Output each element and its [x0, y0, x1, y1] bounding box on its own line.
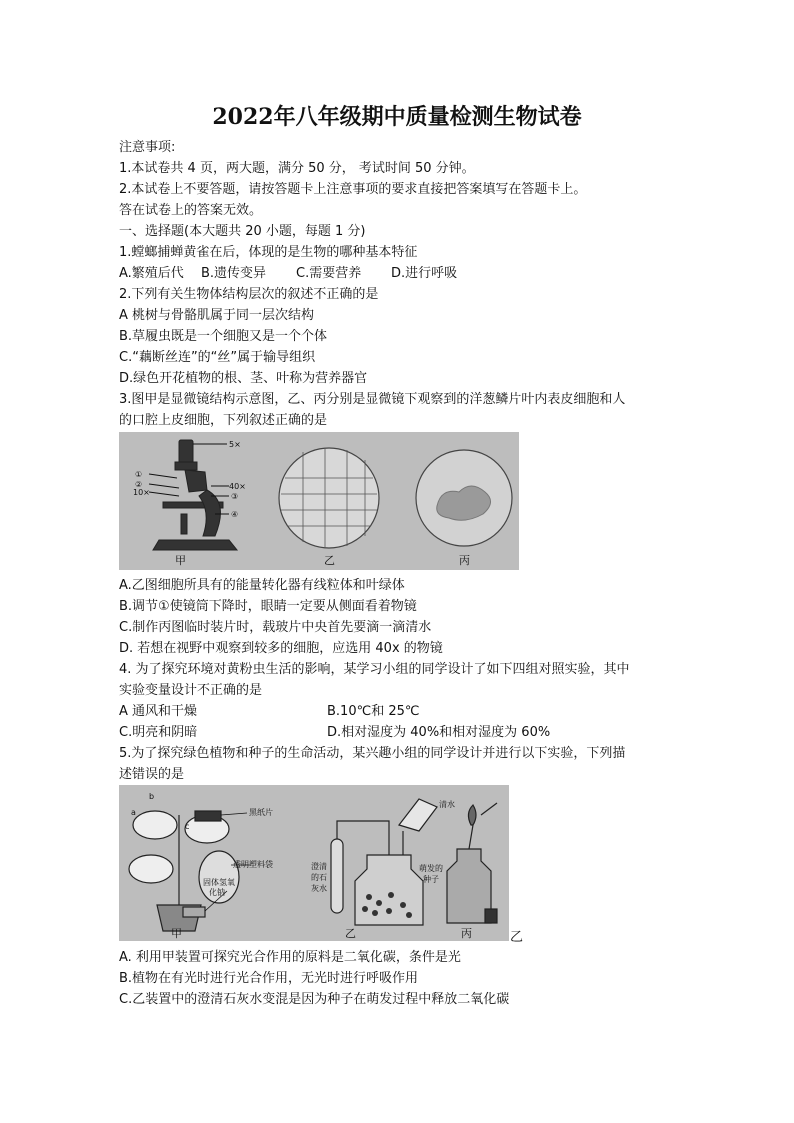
q4-stem-line-2: 实验变量设计不正确的是 — [119, 683, 263, 698]
figure-label-bing: 丙 — [459, 554, 470, 567]
cheek-cells-drawing — [416, 450, 512, 546]
q5-option-c: C.乙装置中的澄清石灰水变混是因为种子在萌发过程中释放二氧化碳 — [119, 992, 510, 1007]
q3-figure — [119, 432, 519, 570]
callout-5x: 5× — [229, 440, 241, 449]
q1-option-d: D.进行呼吸 — [391, 266, 458, 281]
q5-figure-drawing — [119, 785, 509, 941]
q3-option-c: C.制作丙图临时装片时，载玻片中央首先要滴一滴清水 — [119, 620, 432, 635]
q1-stem: 1.螳螂捕蝉黄雀在后，体现的是生物的哪种基本特征 — [119, 245, 418, 260]
callout-clear-water: 清水 — [439, 800, 455, 809]
limewater-setup-drawing — [331, 799, 437, 925]
callout-limewater-2: 的石 — [311, 873, 327, 882]
callout-3: ③ — [231, 492, 239, 501]
q3-stem-line-1: 3.图甲是显微镜结构示意图，乙、丙分别是显微镜下观察到的洋葱鳞片叶内表皮细胞和人 — [119, 392, 626, 407]
callout-c: c — [185, 822, 190, 831]
callout-10x: 10× — [133, 488, 150, 497]
callout-4: ④ — [231, 510, 239, 519]
q3-option-d: D. 若想在视野中观察到较多的细胞，应选用 40x 的物镜 — [119, 641, 443, 656]
notes-line-1: 1.本试卷共 4 页，两大题，满分 50 分， 考试时间 50 分钟。 — [119, 161, 475, 176]
q1-option-c: C.需要营养 — [296, 266, 362, 281]
callout-1: ① — [135, 470, 143, 479]
figure-label-yi-2: 乙 — [345, 927, 356, 940]
q3-figure-drawing — [119, 432, 519, 570]
callout-a: a — [131, 808, 136, 817]
q5-stem-line-2: 述错误的是 — [119, 767, 185, 782]
q5-figure-trailing-label: 乙 — [510, 930, 524, 945]
q2-option-d: D.绿色开花植物的根、茎、叶称为营养器官 — [119, 371, 368, 386]
callout-naoh-1: 固体氢氧 — [203, 878, 235, 887]
onion-cells-drawing — [279, 448, 379, 548]
page-title: 2022年八年级期中质量检测生物试卷 — [212, 104, 582, 130]
seed-jar-setup-drawing — [447, 803, 497, 923]
q5-option-b: B.植物在有光时进行光合作用，无光时进行呼吸作用 — [119, 971, 419, 986]
callout-limewater-3: 灰水 — [311, 884, 327, 893]
q4-option-c: C.明亮和阴暗 — [119, 725, 198, 740]
q2-option-c: C.“藕断丝连”的“丝”属于输导组织 — [119, 350, 316, 365]
q5-figure — [119, 785, 509, 941]
callout-2: ② — [135, 480, 143, 489]
callout-seeds-1: 萌发的 — [419, 864, 443, 873]
q4-option-b: B.10℃和 25℃ — [327, 704, 420, 719]
q1-option-b: B.遗传变异 — [201, 266, 267, 281]
q3-stem-line-2: 的口腔上皮细胞，下列叙述正确的是 — [119, 413, 328, 428]
microscope-drawing — [153, 440, 237, 550]
q3-option-b: B.调节①使镜筒下降时，眼睛一定要从侧面看着物镜 — [119, 599, 417, 614]
section-heading: 一、选择题(本大题共 20 小题，每题 1 分) — [119, 224, 366, 239]
q5-option-a: A. 利用甲装置可探究光合作用的原料是二氧化碳，条件是光 — [119, 950, 461, 965]
callout-naoh-2: 化钠 — [209, 888, 225, 897]
q5-stem-line-1: 5.为了探究绿色植物和种子的生命活动，某兴趣小组的同学设计并进行以下实验，下列描 — [119, 746, 626, 761]
callout-b: b — [149, 792, 155, 801]
q2-stem: 2.下列有关生物体结构层次的叙述不正确的是 — [119, 287, 379, 302]
q2-option-b: B.草履虫既是一个细胞又是一个个体 — [119, 329, 328, 344]
notes-line-2: 2.本试卷上不要答题，请按答题卡上注意事项的要求直接把答案填写在答题卡上。 — [119, 182, 587, 197]
plant-setup-drawing — [129, 811, 239, 931]
notes-line-3: 答在试卷上的答案无效。 — [119, 203, 263, 218]
callout-seeds-2: 种子 — [423, 875, 439, 884]
figure-label-bing-2: 丙 — [461, 927, 472, 940]
callout-40x: 40× — [229, 482, 246, 491]
q2-option-a: A 桃树与骨骼肌属于同一层次结构 — [119, 308, 315, 323]
q3-option-a: A.乙图细胞所具有的能量转化器有线粒体和叶绿体 — [119, 578, 405, 593]
callout-limewater-1: 澄清 — [311, 862, 327, 871]
q4-stem-line-1: 4. 为了探究环境对黄粉虫生活的影响，某学习小组的同学设计了如下四组对照实验，其中 — [119, 662, 630, 677]
callout-plastic-bag: 透明塑料袋 — [233, 860, 273, 869]
figure-label-jia: 甲 — [175, 554, 186, 567]
figure-label-yi: 乙 — [324, 554, 335, 567]
q4-option-a: A 通风和干燥 — [119, 704, 198, 719]
figure-label-jia-2: 甲 — [171, 927, 182, 940]
notes-heading: 注意事项: — [119, 140, 176, 155]
q1-option-a: A.繁殖后代 — [119, 266, 184, 281]
callout-black-paper: 黑纸片 — [249, 808, 273, 817]
q4-option-d: D.相对湿度为 40%和相对湿度为 60% — [327, 725, 551, 740]
